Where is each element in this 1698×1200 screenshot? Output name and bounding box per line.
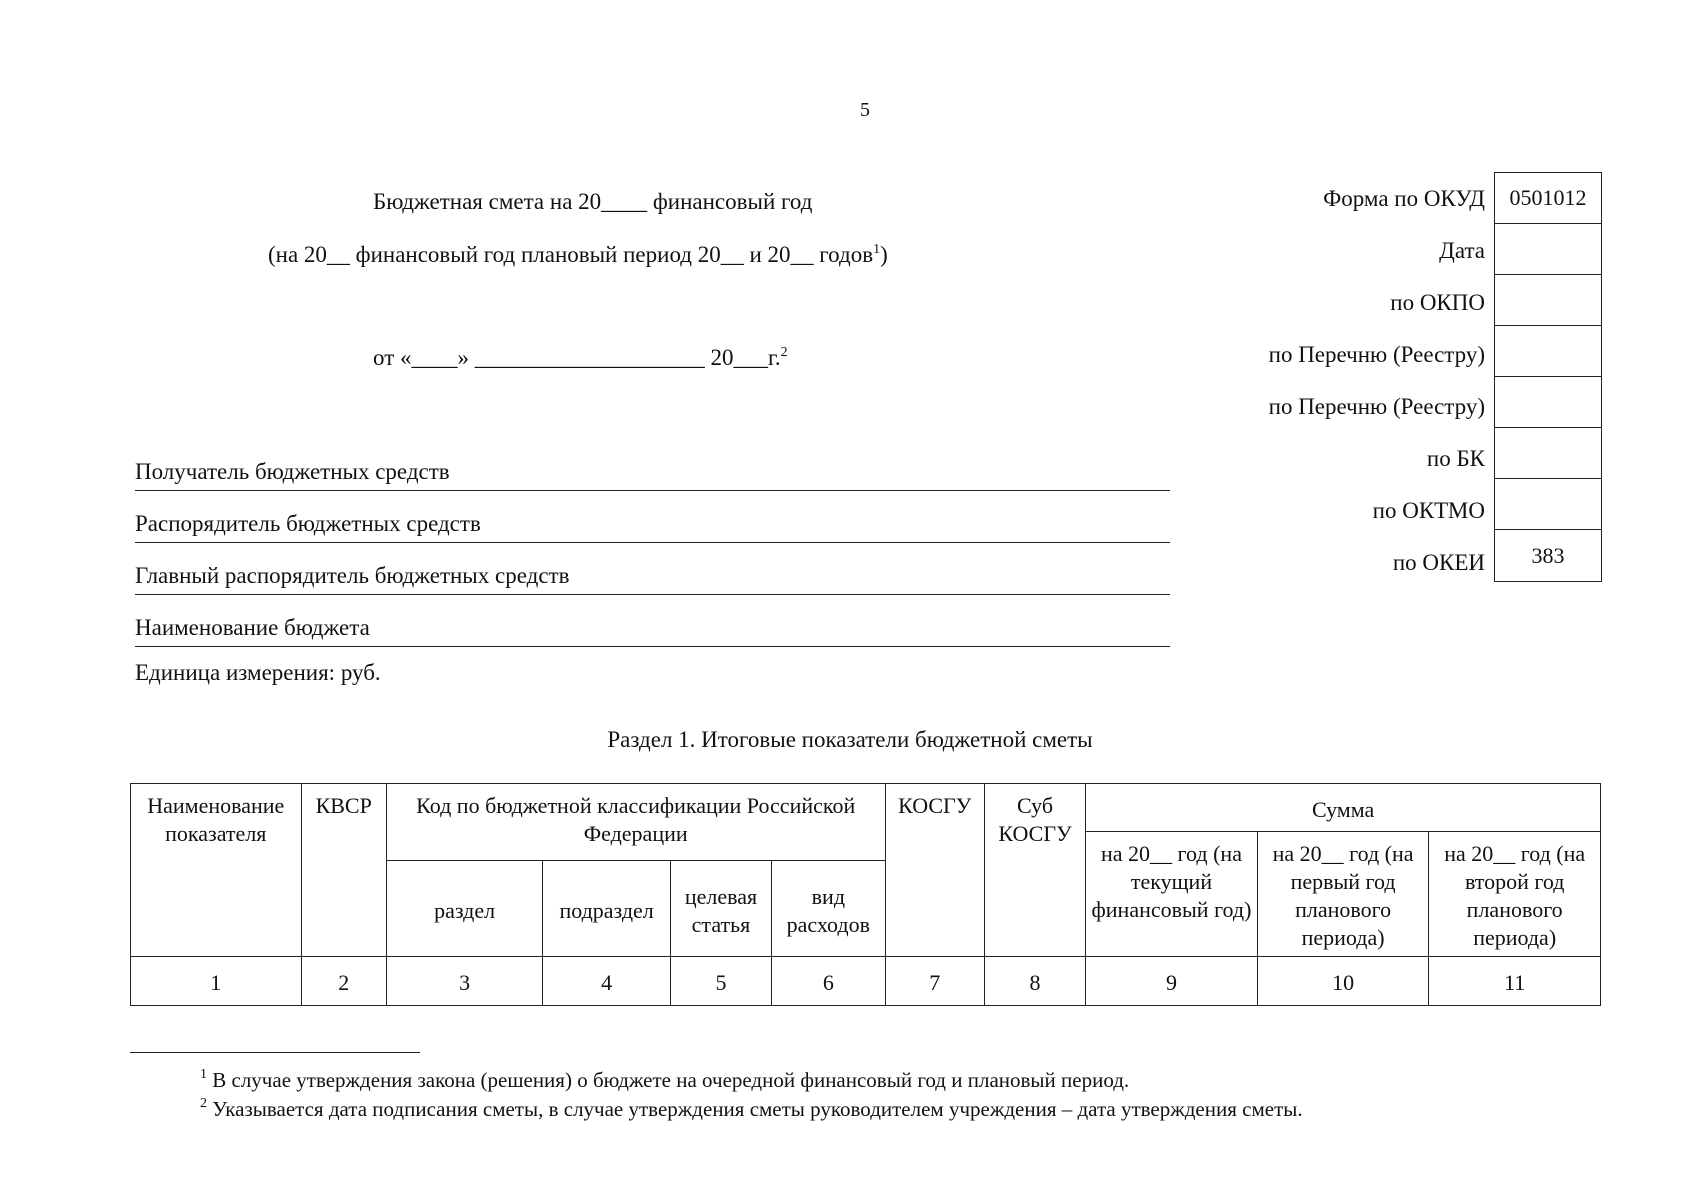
header-summa: Сумма [1086, 784, 1601, 832]
header-year-second: на 20__ год (на второй год планового периода) [1429, 832, 1601, 957]
header-kvsr: КВСР [301, 784, 386, 957]
header-code-group: Код по бюджетной классификации Российской Федерации [386, 784, 885, 861]
footnote-2-mark: 2 [200, 1096, 207, 1111]
footnote-ref-2: 2 [780, 345, 788, 360]
subtitle-text: (на 20__ финансовый год плановый период 20__ и 20__ годов [268, 242, 874, 267]
header-razdel: раздел [386, 861, 543, 957]
column-number: 2 [301, 957, 386, 1006]
unit-of-measure: Единица измерения: руб. [135, 660, 381, 685]
column-number: 5 [670, 957, 771, 1006]
code-label-registry-1: по Перечню (Реестру) [1268, 342, 1485, 367]
requisite-label: Получатель бюджетных средств [135, 459, 450, 484]
footnote-1-mark: 1 [200, 1067, 207, 1082]
requisite-budget-name [135, 613, 1170, 647]
header-podrazdel: подраздел [543, 861, 670, 957]
code-label-okei: по ОКЕИ [1392, 550, 1485, 575]
footnote-2-text: Указывается дата подписания сметы, в случае утверждения сметы руководителем учреждения – дата утверждения сметы. [212, 1097, 1303, 1121]
code-value-registry-1[interactable] [1495, 326, 1601, 377]
date-line-text: от «____» ____________________ 20___г. [373, 345, 781, 370]
footnote-ref-1: 1 [873, 242, 881, 257]
header-subkosgu: Суб КОСГУ [984, 784, 1085, 957]
header-year-first: на 20__ год (на первый год планового периода) [1257, 832, 1429, 957]
column-number: 3 [386, 957, 543, 1006]
code-label-oktmo: по ОКТМО [1372, 498, 1485, 523]
page-number: 5 [860, 99, 870, 121]
header-kosgu: КОСГУ [885, 784, 984, 957]
column-number: 10 [1257, 957, 1429, 1006]
code-value-date[interactable] [1495, 224, 1601, 275]
code-label-date: Дата [1439, 238, 1485, 263]
footnote-1-text: В случае утверждения закона (решения) о бюджете на очередной финансовый год и плановый период. [212, 1068, 1130, 1092]
footnote-1 [200, 1067, 1130, 1092]
header-celevaya: целевая статья [670, 861, 771, 957]
requisite-chief-manager [135, 561, 1170, 595]
section-title: Раздел 1. Итоговые показатели бюджетной сметы [607, 727, 1093, 752]
requisite-label: Распорядитель бюджетных средств [135, 511, 481, 536]
code-value-okpo[interactable] [1495, 275, 1601, 326]
code-value-oktmo[interactable] [1495, 479, 1601, 530]
document-title: Бюджетная смета на 20____ финансовый год [373, 189, 813, 214]
header-year-current: на 20__ год (на текущий финансовый год) [1086, 832, 1258, 957]
header-vid: вид расходов [772, 861, 885, 957]
code-label-bk: по БК [1426, 446, 1485, 471]
footnote-separator [130, 1052, 420, 1053]
column-number: 8 [984, 957, 1085, 1006]
code-label-okud: Форма по ОКУД [1323, 186, 1485, 211]
column-number: 6 [772, 957, 885, 1006]
code-value-okud[interactable]: 0501012 [1495, 173, 1601, 224]
column-number: 9 [1086, 957, 1258, 1006]
column-number-row [131, 957, 1601, 1006]
requisite-label: Главный распорядитель бюджетных средств [135, 563, 570, 588]
code-value-okei[interactable]: 383 [1531, 542, 1565, 568]
column-number: 4 [543, 957, 670, 1006]
code-label-okpo: по ОКПО [1390, 290, 1485, 315]
column-number: 7 [885, 957, 984, 1006]
codes-box [1494, 172, 1602, 582]
requisite-label: Наименование бюджета [135, 615, 370, 640]
date-line [373, 346, 788, 369]
footnote-2 [200, 1096, 1303, 1121]
requisite-recipient [135, 457, 1170, 491]
header-name: Наименование показателя [131, 784, 302, 957]
document-subtitle [268, 243, 888, 266]
code-label-registry-2: по Перечню (Реестру) [1268, 394, 1485, 419]
subtitle-close: ) [880, 242, 888, 267]
column-number: 11 [1429, 957, 1601, 1006]
budget-summary-table [130, 783, 1601, 1006]
code-value-registry-2[interactable] [1495, 377, 1601, 428]
column-number: 1 [131, 957, 302, 1006]
requisite-manager [135, 509, 1170, 543]
code-value-bk[interactable] [1495, 428, 1601, 479]
